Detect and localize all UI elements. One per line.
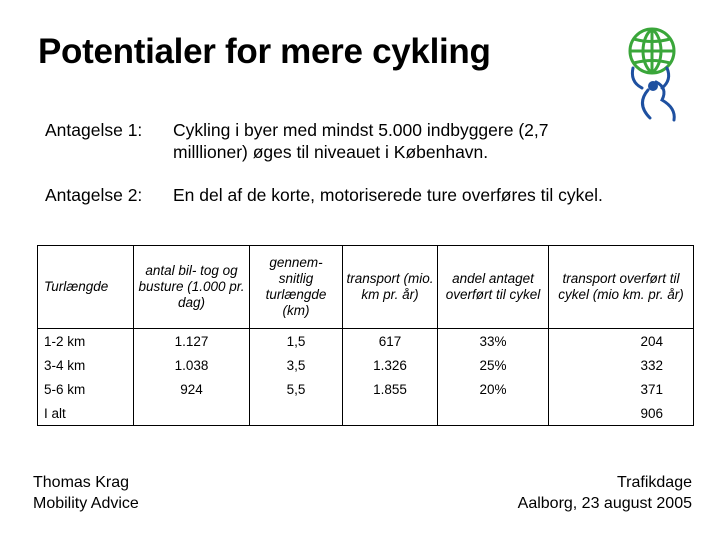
- header-antal-ture: antal bil- tog og busture (1.000 pr. dag): [134, 246, 250, 329]
- table-cell: 906: [549, 401, 694, 426]
- cycling-potential-table: [37, 245, 694, 426]
- table-row: [38, 377, 694, 401]
- slide-title: Potentialer for mere cykling: [38, 32, 491, 71]
- table-cell: 3,5: [250, 353, 343, 377]
- table-cell: 20%: [438, 377, 549, 401]
- table-cell: 371: [549, 377, 694, 401]
- table-header-row: [38, 246, 694, 329]
- table-cell: 33%: [438, 329, 549, 354]
- assumption-2-text: En del af de korte, motoriserede ture overføres til cykel.: [173, 185, 603, 205]
- footer-author: [33, 472, 139, 514]
- table-cell: 1.326: [343, 353, 438, 377]
- table-cell: 1,5: [250, 329, 343, 354]
- table-cell: 332: [549, 353, 694, 377]
- footer-event-date: Aalborg, 23 august 2005: [517, 495, 692, 512]
- header-turlaengde: Turlængde: [38, 246, 134, 329]
- header-andel-overfoert: andel antaget overført til cykel: [438, 246, 549, 329]
- table-cell: 1.855: [343, 377, 438, 401]
- footer-author-org: Mobility Advice: [33, 495, 139, 512]
- header-gennemsnitlig-turlaengde: gennem-snitlig turlængde (km): [250, 246, 343, 329]
- table-cell: 25%: [438, 353, 549, 377]
- table-cell: [134, 401, 250, 426]
- table-cell: 5,5: [250, 377, 343, 401]
- table-total-row: [38, 401, 694, 426]
- table-cell: [250, 401, 343, 426]
- header-transport-overfoert: transport overført til cykel (mio km. pr. år): [549, 246, 694, 329]
- assumption-1: [45, 119, 605, 163]
- table-cell: 3-4 km: [38, 353, 134, 377]
- header-transport: transport (mio. km pr. år): [343, 246, 438, 329]
- assumption-1-text-line2: milllioner) øges til niveauet i København.: [173, 142, 489, 162]
- footer-author-name: Thomas Krag: [33, 474, 130, 491]
- assumption-2: [45, 184, 705, 206]
- globe-figure-logo-icon: [622, 24, 684, 122]
- assumption-1-text-line1: Cykling i byer med mindst 5.000 indbyggere (2,7: [173, 120, 549, 140]
- table-cell: I alt: [38, 401, 134, 426]
- table-cell: 1.127: [134, 329, 250, 354]
- table-cell: [438, 401, 549, 426]
- table-cell: 1-2 km: [38, 329, 134, 354]
- table-row: [38, 353, 694, 377]
- table-cell: 204: [549, 329, 694, 354]
- table-cell: [343, 401, 438, 426]
- table-cell: 924: [134, 377, 250, 401]
- footer-event: [518, 472, 692, 514]
- footer-event-name: Trafikdage: [617, 474, 692, 491]
- table-cell: 5-6 km: [38, 377, 134, 401]
- assumption-1-label: Antagelse 1:: [45, 120, 143, 140]
- table-row: [38, 329, 694, 354]
- assumption-2-label: Antagelse 2:: [45, 185, 143, 205]
- table-cell: 1.038: [134, 353, 250, 377]
- table-cell: 617: [343, 329, 438, 354]
